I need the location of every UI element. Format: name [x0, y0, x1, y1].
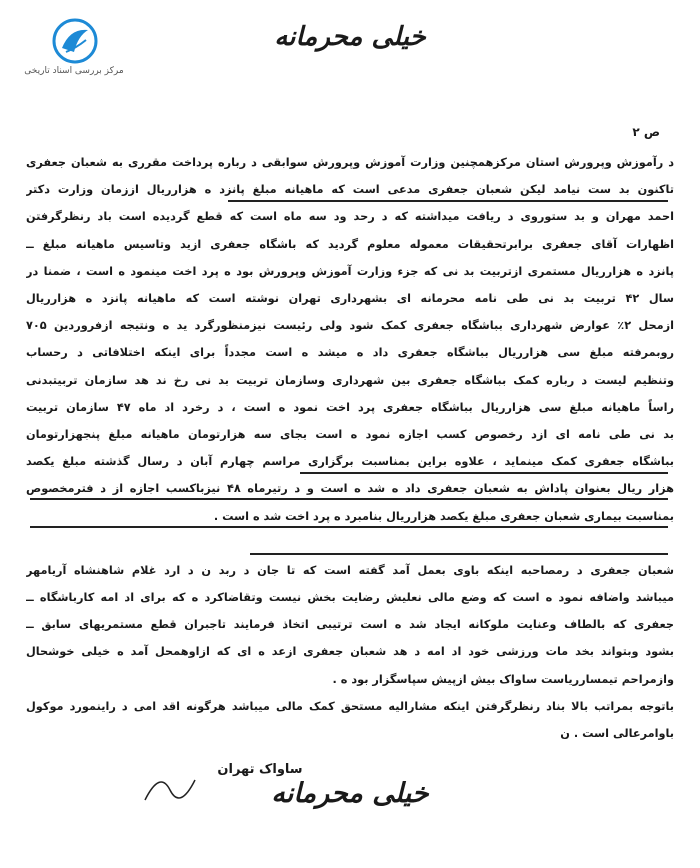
signature-office: ساواک تهران [217, 762, 303, 777]
text-line: شعبان جعفری د رمصاحبه اینکه باوی بعمل آمد گفته است که تا جان د ربد ن د ارد غلام شاهنشاه آریامهر [26, 563, 674, 577]
text-line: بباشگاه جعفری کمک مینماید ، علاوه براین بمناسبت برگزاری مراسم چهارم آبان د رسال گذشته مبلغ یکصد [26, 455, 674, 469]
text-line: ازمحل ۲٪ عوارض شهرداری بباشگاه جعفری کمک شود ولی رئیست نیزمنظورگرد ید ه ونتیجه ازفروردین ۷۰۵ [26, 319, 674, 333]
text-line: باتوجه بمراتب بالا بناد رنظرگرفتن اینکه مشارالیه مستحق کمک مالی میباشد هرگونه اقد امی د راینمورد موکول [26, 699, 674, 713]
archive-logo-icon [52, 18, 98, 64]
text-line: اظهارات آقای جعفری برابرتحقیقات معموله معلوم گردید که باشگاه جعفری ازید وتاسیس ماهیانه مبلغ ــ [26, 237, 674, 251]
text-line: هزار ریال بعنوان پاداش به شعبان جعفری داد ه شد ه است و د رتیرماه ۴۸ نیزباکسب اجازه از د فترمخصوص [26, 482, 674, 496]
document-heading: خیلی محرمانه [274, 22, 426, 52]
text-line: بد نی طی نامه ای ازد رخصوص کسب اجازه نمود ه است بجای سه هزارتومان ماهیانه مبلغ پنجهزارتومان [26, 428, 674, 442]
text-line: سال ۴۲ تربیت بد نی طی نامه محرمانه ای بشهرداری تهران نوشته است که ماهیانه پانزد ه هزارریال [26, 292, 674, 306]
watermark-text: مرکز بررسی اسناد تاریخی [24, 66, 124, 76]
closing-classification: خیلی محرمانه [271, 778, 429, 809]
page-number: ص ۲ [632, 125, 660, 139]
text-line: د رآموزش وپرورش استان مرکزهمچنین وزارت آموزش وپرورش سوابقی د رباره پرداخت مقرری به شعبان جعفری [26, 156, 674, 169]
text-line: میباشد واضافه نمود ه است که وضع مالی نعلیش رضایت بخش نیست وتقاضاکرد ه که برای اد امه کارباشگاه ــ [26, 591, 674, 605]
text-line: وتنظیم لیست د رباره کمک بباشگاه جعفری بین شهرداری وسازمان تربیت بد نی رخ ند هد سازمان تربیتبدنی [26, 373, 674, 387]
text-line: جعفری که بالطاف وعنایت ملوکانه ایجاد شد ه است ترتیبی اتخاذ فرمایند تاجبران قطع مستمریهای سابق ــ [26, 618, 674, 632]
text-line: احمد مهران و بد ستوروی د ریافت میداشته که د رحد ود سه ماه است که قطع گردیده است باد رنظرگرفتن [26, 210, 674, 224]
text-line: وازمراحم تیمسارریاست ساواک بیش ازپیش سپاسگزار بود ه . [332, 672, 674, 686]
underline-mark [228, 200, 668, 202]
text-line: باوامرعالی است . ن [560, 727, 674, 741]
text-line: بمناسبت بیماری شعبان جعفری مبلغ یکصد هزارریال بنامبرد ه پرد اخت شد ه است . [213, 509, 674, 523]
underline-mark [300, 472, 668, 474]
text-line: تاکنون بد ست نیامد لیکن شعبان جعفری مدعی است که ماهیانه مبلغ پانزد ه هزارریال اززمان وزارت دکتر [26, 183, 674, 197]
letter-body [26, 149, 674, 747]
underline-mark [250, 553, 668, 555]
underline-mark [30, 526, 668, 528]
text-line: روبمرفته مبلغ سی هزارریال بباشگاه جعفری داد ه میشد ه است مجدداً برای اینکه اختلافاتی د رحساب [26, 346, 674, 360]
underline-mark [30, 498, 668, 500]
text-line: بشود وبتواند بخد مات ورزشی خود اد امه د هد شعبان جعفری ازعد ه ای که ازاوهمحل آمد ه خیلی خوشحال [26, 645, 674, 659]
text-line: راساً ماهیانه مبلغ سی هزارریال بباشگاه جعفری پرد اخت نمود ه است ، د رخرد اد ماه ۴۷ سازمان تربیت [26, 400, 674, 414]
text-line: پانزد ه هزارریال مستمری ازتربیت بد نی که جزء وزارت آموزش وپرورش بود ه پرد اخت مینمود ه است ، ضمنا در [26, 264, 674, 278]
